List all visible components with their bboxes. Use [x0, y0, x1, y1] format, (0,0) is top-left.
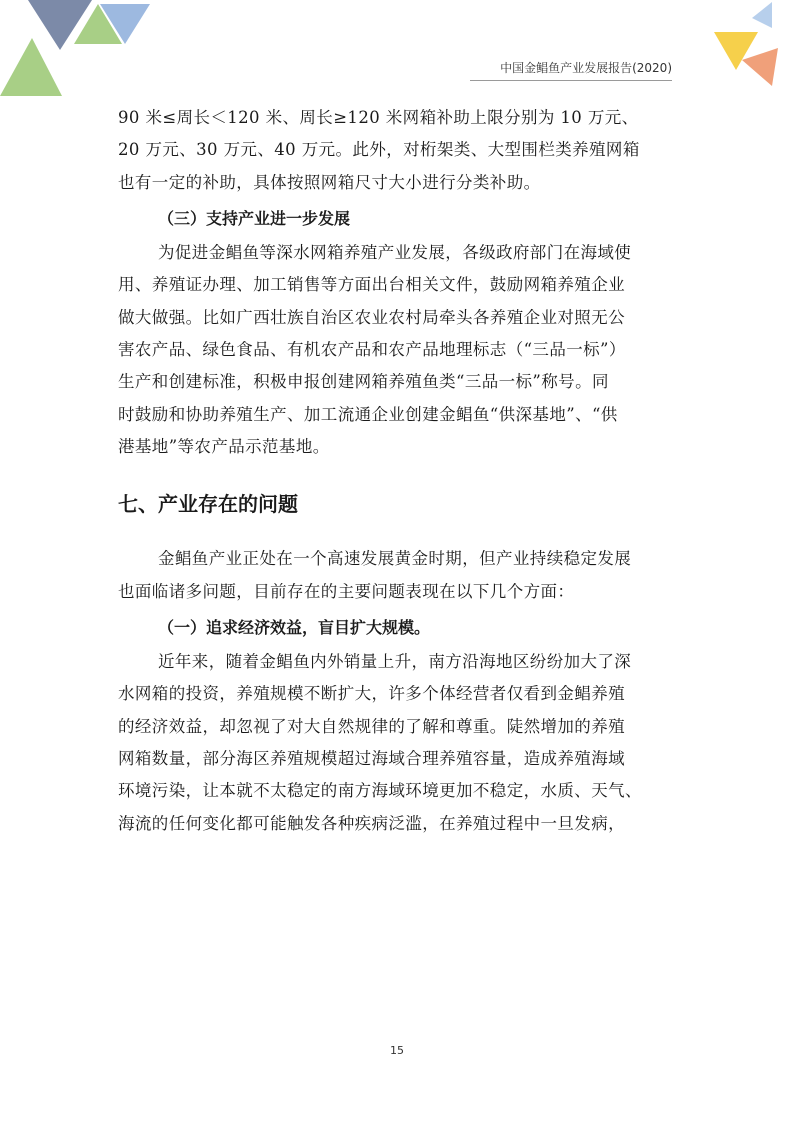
text-line: 也面临诸多问题，目前存在的主要问题表现在以下几个方面：: [118, 581, 575, 601]
paragraph-support-industry: [118, 237, 678, 463]
text-line: 为促进金鲳鱼等深水网箱养殖产业发展，各级政府部门在海域使: [158, 243, 632, 263]
text-line: 网箱数量，部分海区养殖规模超过海域合理养殖容量，造成养殖海域: [118, 749, 625, 769]
text-line: 金鲳鱼产业正处在一个高速发展黄金时期，但产业持续稳定发展: [158, 549, 632, 569]
page-number: 15: [390, 1044, 404, 1057]
paragraph-problems-intro: [118, 543, 678, 608]
text-line: 海流的任何变化都可能触发各种疾病泛滥，在养殖过程中一旦发病，: [118, 813, 625, 833]
text-line: 也有一定的补助，具体按照网箱尺寸大小进行分类补助。: [118, 172, 541, 192]
text-line: 20 万元、30 万元、40 万元。此外，对桁架类、大型围栏类养殖网箱: [118, 140, 640, 160]
text-line: 港基地”等农产品示范基地。: [118, 436, 330, 456]
text-line: 近年来，随着金鲳鱼内外销量上升，南方沿海地区纷纷加大了深: [158, 652, 632, 672]
paragraph-subsidy-limits: [118, 102, 678, 199]
text-line: 水网箱的投资，养殖规模不断扩大，许多个体经营者仅看到金鲳养殖: [118, 684, 625, 704]
header-divider: [470, 80, 672, 81]
section-heading-industry-problems: 七、产业存在的问题: [118, 492, 298, 517]
text-line: 生产和创建标准，积极申报创建网箱养殖鱼类“三品一标”称号。同: [118, 372, 609, 392]
corner-decoration-left: [0, 0, 160, 100]
text-line: 的经济效益，却忽视了对大自然规律的了解和尊重。陡然增加的养殖: [118, 716, 625, 736]
corner-decoration-right: [714, 0, 794, 100]
triangle-orange-right: [742, 48, 778, 86]
text-line: 害农产品、绿色食品、有机农产品和农产品地理标志（“三品一标”）: [118, 340, 626, 360]
text-line: 做大做强。比如广西壮族自治区农业农村局牵头各养殖企业对照无公: [118, 307, 625, 327]
sub-heading-support-industry: （三）支持产业进一步发展: [158, 208, 351, 228]
document-body: [118, 102, 678, 840]
triangle-green-large: [0, 38, 62, 96]
header-title: 中国金鲳鱼产业发展报告(2020): [500, 61, 672, 75]
text-line: 时鼓励和协助养殖生产、加工流通企业创建金鲳鱼“供深基地”、“供: [118, 404, 618, 424]
text-line: 环境污染，让本就不太稳定的南方海域环境更加不稳定，水质、天气、: [118, 781, 642, 801]
triangle-light-blue-right: [752, 2, 772, 28]
text-line: 90 米≤周长＜120 米、周长≥120 米网箱补助上限分别为 10 万元、: [118, 108, 639, 127]
sub-heading-blind-expansion: （一）追求经济效益，盲目扩大规模。: [158, 617, 431, 637]
paragraph-blind-expansion: [118, 646, 678, 840]
text-line: 用、养殖证办理、加工销售等方面出台相关文件，鼓励网箱养殖企业: [118, 275, 625, 295]
